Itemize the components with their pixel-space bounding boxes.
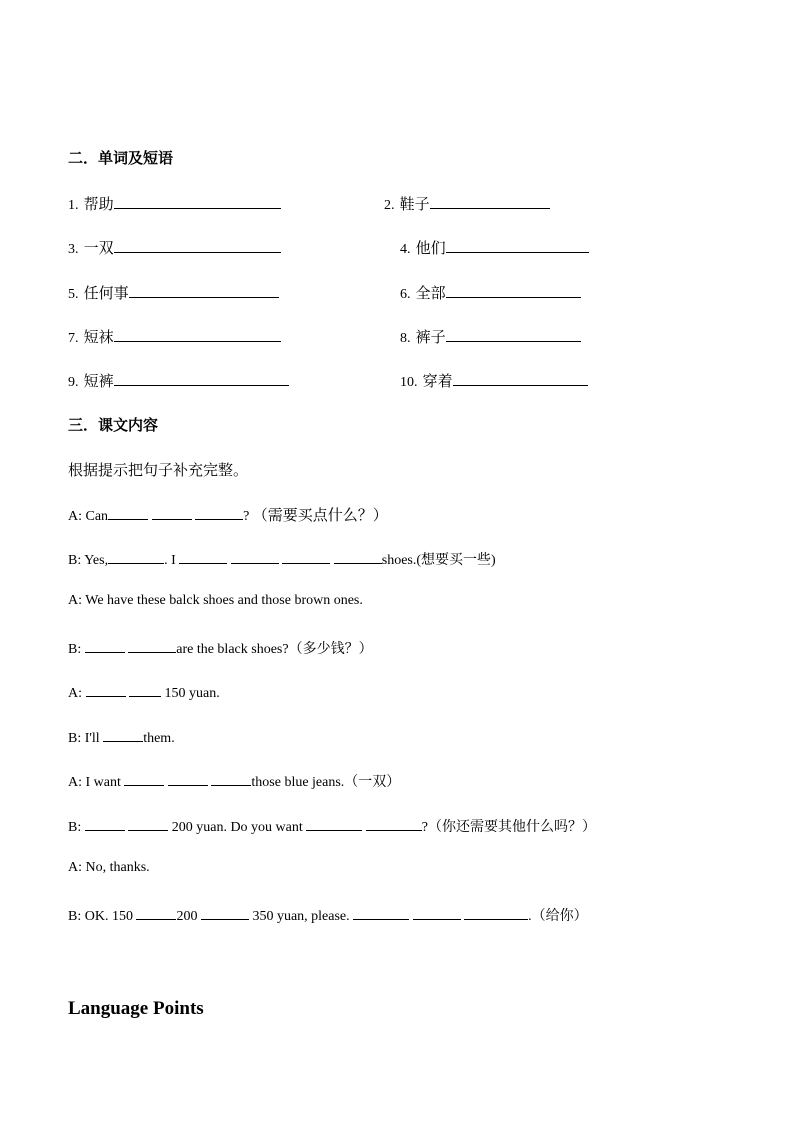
vocab-item-8 — [400, 326, 581, 347]
answer-blank[interactable] — [430, 194, 550, 209]
line-text: A: We have these balck shoes and those brown ones. — [68, 593, 363, 608]
vocab-item-3 — [68, 237, 281, 258]
answer-blank[interactable] — [168, 771, 208, 786]
dialogue-line-2 — [68, 549, 496, 569]
line-text: A: Can — [68, 509, 109, 524]
vocab-word: 他们 — [415, 239, 446, 257]
answer-blank[interactable] — [446, 327, 581, 342]
line-text: A: No, thanks. — [68, 860, 150, 875]
answer-blank[interactable] — [366, 816, 422, 831]
answer-blank[interactable] — [306, 816, 362, 831]
vocab-number: 7. — [68, 331, 79, 346]
line-text: A: — [68, 686, 82, 701]
line-text: are the black shoes?（多少钱？） — [176, 642, 373, 657]
answer-blank[interactable] — [334, 549, 382, 564]
answer-blank[interactable] — [124, 771, 164, 786]
section2-title: 二．单词及短语 — [68, 149, 174, 167]
line-text: . I — [164, 553, 176, 568]
answer-blank[interactable] — [464, 905, 528, 920]
dialogue-line-10 — [68, 905, 588, 925]
answer-blank[interactable] — [128, 638, 176, 653]
vocab-item-10 — [400, 370, 588, 391]
line-text: B: OK. 150 — [68, 909, 133, 924]
answer-blank[interactable] — [114, 194, 281, 209]
answer-blank[interactable] — [108, 505, 148, 520]
answer-blank[interactable] — [446, 283, 581, 298]
dialogue-line-8 — [68, 816, 596, 836]
vocab-item-4 — [400, 237, 589, 258]
line-text: B: Yes, — [68, 553, 109, 568]
dialogue-line-6 — [68, 727, 175, 747]
line-text: B: I'll — [68, 731, 100, 746]
vocab-word: 全部 — [415, 284, 446, 302]
dialogue-line-4 — [68, 638, 373, 658]
vocab-word: 穿着 — [422, 372, 453, 390]
dialogue-line-7 — [68, 771, 400, 791]
answer-blank[interactable] — [85, 816, 125, 831]
vocab-word: 帮助 — [83, 195, 114, 213]
answer-blank[interactable] — [211, 771, 251, 786]
vocab-word: 鞋子 — [399, 195, 430, 213]
vocab-number: 4. — [400, 242, 411, 257]
vocab-item-9 — [68, 370, 289, 391]
answer-blank[interactable] — [114, 327, 281, 342]
dialogue-line-3 — [68, 593, 363, 609]
vocab-number: 1. — [68, 198, 79, 213]
vocab-word: 短袜 — [83, 328, 114, 346]
vocab-number: 6. — [400, 287, 411, 302]
answer-blank[interactable] — [453, 371, 588, 386]
answer-blank[interactable] — [353, 905, 409, 920]
answer-blank[interactable] — [86, 682, 126, 697]
vocab-item-6 — [400, 282, 581, 303]
line-text: 350 yuan, please. — [252, 909, 350, 924]
vocab-number: 10. — [400, 375, 418, 390]
answer-blank[interactable] — [179, 549, 227, 564]
answer-blank[interactable] — [128, 816, 168, 831]
dialogue-line-1 — [68, 504, 388, 525]
section3-instruction: 根据提示把句子补充完整。 — [68, 461, 249, 479]
section3-title: 三．课文内容 — [68, 416, 159, 434]
line-text: them. — [143, 731, 175, 746]
vocab-word: 任何事 — [83, 284, 129, 302]
line-text: .（给你） — [528, 909, 588, 924]
vocab-item-2 — [384, 193, 550, 214]
vocab-word: 一双 — [83, 239, 114, 257]
line-text: B: — [68, 642, 82, 657]
line-text: 200 yuan. Do you want — [171, 820, 303, 835]
line-text: 150 yuan. — [164, 686, 220, 701]
answer-blank[interactable] — [129, 682, 161, 697]
line-text: shoes.(想要买一些) — [381, 553, 496, 568]
answer-blank[interactable] — [114, 371, 289, 386]
vocab-number: 5. — [68, 287, 79, 302]
vocab-number: 8. — [400, 331, 411, 346]
answer-blank[interactable] — [108, 549, 164, 564]
vocab-item-7 — [68, 326, 281, 347]
line-text: those blue jeans.（一双） — [251, 775, 401, 790]
answer-blank[interactable] — [103, 727, 143, 742]
language-points-title: Language Points — [68, 998, 204, 1019]
answer-blank[interactable] — [195, 505, 243, 520]
answer-blank[interactable] — [152, 505, 192, 520]
answer-blank[interactable] — [129, 283, 279, 298]
answer-blank[interactable] — [85, 638, 125, 653]
line-text: ? — [243, 509, 250, 524]
answer-blank[interactable] — [282, 549, 330, 564]
answer-blank[interactable] — [446, 238, 589, 253]
answer-blank[interactable] — [136, 905, 176, 920]
answer-blank[interactable] — [231, 549, 279, 564]
answer-blank[interactable] — [413, 905, 461, 920]
vocab-word: 短裤 — [83, 372, 114, 390]
dialogue-line-5 — [68, 682, 220, 702]
line-text: A: I want — [68, 775, 121, 790]
line-text: B: — [68, 820, 82, 835]
dialogue-line-9 — [68, 860, 150, 876]
line-text: 200 — [176, 909, 198, 924]
vocab-number: 9. — [68, 375, 79, 390]
hint-text: （需要买点什么？） — [252, 506, 388, 524]
line-text: ?（你还需要其他什么吗？） — [421, 820, 596, 835]
vocab-item-5 — [68, 282, 279, 303]
vocab-item-1 — [68, 193, 281, 214]
vocab-word: 裤子 — [415, 328, 446, 346]
vocab-number: 3. — [68, 242, 79, 257]
answer-blank[interactable] — [114, 238, 281, 253]
vocab-number: 2. — [384, 198, 395, 213]
answer-blank[interactable] — [201, 905, 249, 920]
